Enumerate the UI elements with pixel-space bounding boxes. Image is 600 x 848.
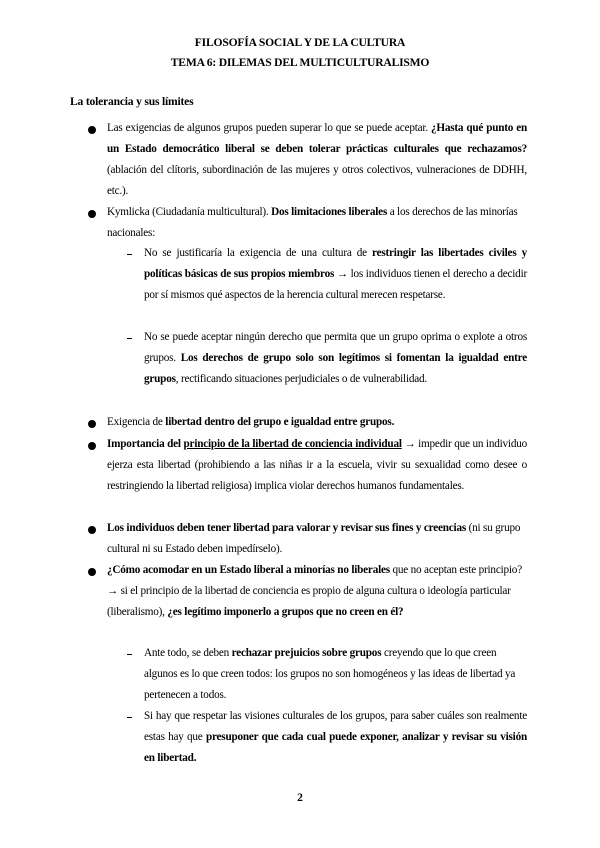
bullet-6: ¿Cómo acomodar en un Estado liberal a minorías no liberales que no aceptan este principio? → si el principio de la libertad de conciencia es propio de alguna cultura o ideología particular (liberalismo), ¿es legítimo imponerlo a grupos que no creen en él? <box>107 564 522 618</box>
bullet-4: Importancia del principio de la libertad de conciencia individual → impedir que un individuo ejerza esta libertad (prohibiendo a las niñas ir a la escuela, vivir su sexualidad como desee o restringiendo la libertad religiosa) implica violar derechos humanos fundamentales. <box>107 438 528 492</box>
bullet-2-sub-2: No se puede aceptar ningún derecho que permita que un grupo oprima o explote a otros grupos. Los derechos de grupo solo son legítimos si fomentan la igualdad entre grupos, rectificando situaciones perjudiciales o de vulnerabilidad. <box>144 331 527 385</box>
bullet-1: Las exigencias de algunos grupos pueden superar lo que se puede aceptar. ¿Hasta qué punto en un Estado democrático liberal se deben tolerar prácticas culturales que rechazamos? (ablación del clítoris, subordinación de las mujeres y otros colectivos, vulneraciones de DDHH, etc.). <box>107 122 527 197</box>
bullet-marker <box>88 442 96 450</box>
document-subtitle: TEMA 6: DILEMAS DEL MULTICULTURALISMO <box>170 56 430 69</box>
bullet-2-sub-1: No se justificaría la exigencia de una cultura de restringir las libertades civiles y políticas básicas de sus propios miembros → los individuos tienen el derecho a decidir por sí mismos qué aspectos de la herencia cultural merecen respetarse. <box>144 247 528 301</box>
bullet-marker <box>88 126 96 134</box>
bullet-marker <box>88 420 96 428</box>
dash-marker <box>127 254 132 255</box>
bullet-5: Los individuos deben tener libertad para valorar y revisar sus fines y creencias (ni su grupo cultural ni su Estado deben impedírselo). <box>107 522 521 555</box>
bullet-3: Exigencia de libertad dentro del grupo e igualdad entre grupos. <box>107 416 395 428</box>
dash-marker <box>127 338 132 339</box>
dash-marker <box>127 654 132 655</box>
bullet-6-sub-2: Si hay que respetar las visiones culturales de los grupos, para saber cuáles son realmente estas hay que presuponer que cada cual puede exponer, analizar y revisar su visión en libertad. <box>144 710 528 764</box>
bullet-6-sub-1: Ante todo, se deben rechazar prejuicios sobre grupos creyendo que lo que creen algunos es lo que creen todos: los grupos no son homogéneos y las ideas de libertad ya pertenecen a todos. <box>144 647 516 701</box>
bullet-2: Kymlicka (Ciudadanía multicultural). Dos limitaciones liberales a los derechos de las minorías nacionales: <box>107 206 518 239</box>
section-heading: La tolerancia y sus límites <box>70 95 194 108</box>
bullet-marker <box>88 210 96 218</box>
document-title: FILOSOFÍA SOCIAL Y DE LA CULTURA <box>194 36 406 49</box>
bullet-marker <box>88 526 96 534</box>
bullet-marker <box>88 568 96 576</box>
dash-marker <box>127 717 132 718</box>
page-number: 2 <box>297 791 303 804</box>
